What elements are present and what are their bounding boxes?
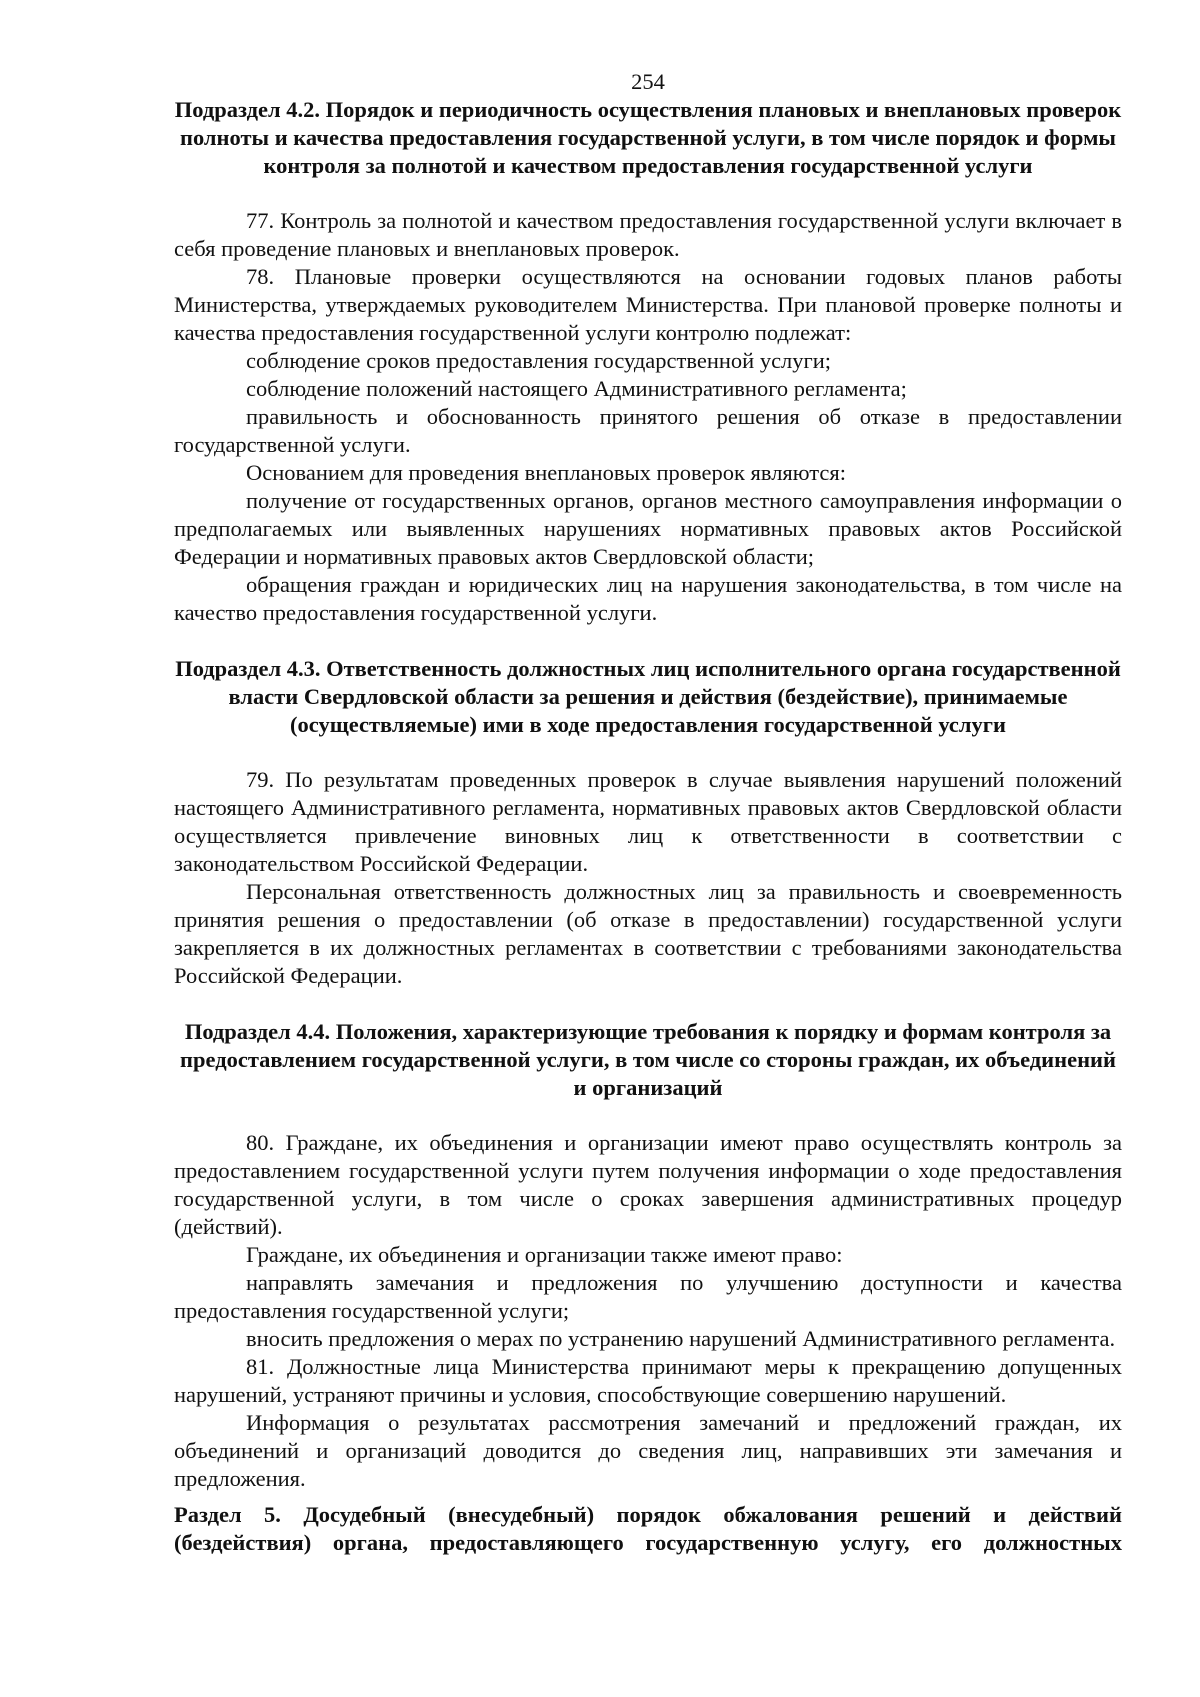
spacer [174, 1493, 1122, 1501]
subsection-4-4-body [174, 1129, 1122, 1493]
subsection-4-3-body [174, 766, 1122, 990]
spacer [174, 1102, 1122, 1129]
paragraph: Основанием для проведения внеплановых проверок являются: [246, 460, 846, 485]
page-number: 254 [631, 69, 665, 94]
paragraph: 77. Контроль за полнотой и качеством предоставления государственной услуги включает в себя проведение плановых и внеплановых проверок. [174, 208, 1122, 261]
spacer [174, 180, 1122, 207]
subsection-4-3-title: Подраздел 4.3. Ответственность должностных лиц исполнительного органа государственной власти Свердловской области за решения и действия (бездействие), принимаемые (осуществляемые) ими в ходе предоставления государственной услуги [175, 656, 1121, 737]
paragraph: получение от государственных органов, органов местного самоуправления информации о предполагаемых или выявленных нарушениях нормативных правовых актов Российской Федерации и нормативных правовых актов Свердловской области; [174, 488, 1122, 569]
paragraph: соблюдение положений настоящего Административного регламента; [246, 376, 907, 401]
paragraph: соблюдение сроков предоставления государственной услуги; [246, 348, 832, 373]
paragraph: Граждане, их объединения и организации также имеют право: [246, 1242, 843, 1267]
spacer [174, 990, 1122, 1018]
subsection-4-2-title: Подраздел 4.2. Порядок и периодичность осуществления плановых и внеплановых проверок полноты и качества предоставления государственной услуги, в том числе порядок и формы контроля за полнотой и качеством предоставления государственной услуги [174, 97, 1122, 178]
paragraph: правильность и обоснованность принятого решения об отказе в предоставлении государственной услуги. [174, 404, 1122, 457]
subsection-4-2-body [174, 207, 1122, 627]
document-page [174, 68, 1122, 1557]
subsection-4-4-title: Подраздел 4.4. Положения, характеризующие требования к порядку и формам контроля за предоставлением государственной услуги, в том числе со стороны граждан, их объединений и организаций [180, 1019, 1116, 1100]
paragraph: 81. Должностные лица Министерства принимают меры к прекращению допущенных нарушений, устраняют причины и условия, способствующие совершению нарушений. [174, 1354, 1122, 1407]
paragraph: направлять замечания и предложения по улучшению доступности и качества предоставления государственной услуги; [174, 1270, 1122, 1323]
paragraph: 79. По результатам проведенных проверок в случае выявления нарушений положений настоящего Административного регламента, нормативных правовых актов Свердловской области осуществляется привлечение виновных лиц к ответственности в соответствии с законодательством Российской Федерации. [174, 767, 1122, 876]
spacer [174, 627, 1122, 655]
section-5-title: Раздел 5. Досудебный (внесудебный) порядок обжалования решений и действий (бездействия) органа, предоставляющего государственную услугу, его должностных [174, 1502, 1122, 1555]
paragraph: Персональная ответственность должностных лиц за правильность и своевременность принятия решения о предоставлении (об отказе в предоставлении) государственной услуги закрепляется в их должностных регламентах в соответствии с требованиями законодательства Российской Федерации. [174, 879, 1122, 988]
paragraph: 80. Граждане, их объединения и организации имеют право осуществлять контроль за предоставлением государственной услуги путем получения информации о ходе предоставления государственной услуги, в том числе о сроках завершения административных процедур (действий). [174, 1130, 1122, 1239]
paragraph: Информация о результатах рассмотрения замечаний и предложений граждан, их объединений и организаций доводится до сведения лиц, направивших эти замечания и предложения. [174, 1410, 1122, 1491]
paragraph: обращения граждан и юридических лиц на нарушения законодательства, в том числе на качество предоставления государственной услуги. [174, 572, 1122, 625]
spacer [174, 739, 1122, 766]
paragraph: 78. Плановые проверки осуществляются на основании годовых планов работы Министерства, утверждаемых руководителем Министерства. При плановой проверке полноты и качества предоставления государственной услуги контролю подлежат: [174, 264, 1122, 345]
paragraph: вносить предложения о мерах по устранению нарушений Административного регламента. [246, 1326, 1116, 1351]
